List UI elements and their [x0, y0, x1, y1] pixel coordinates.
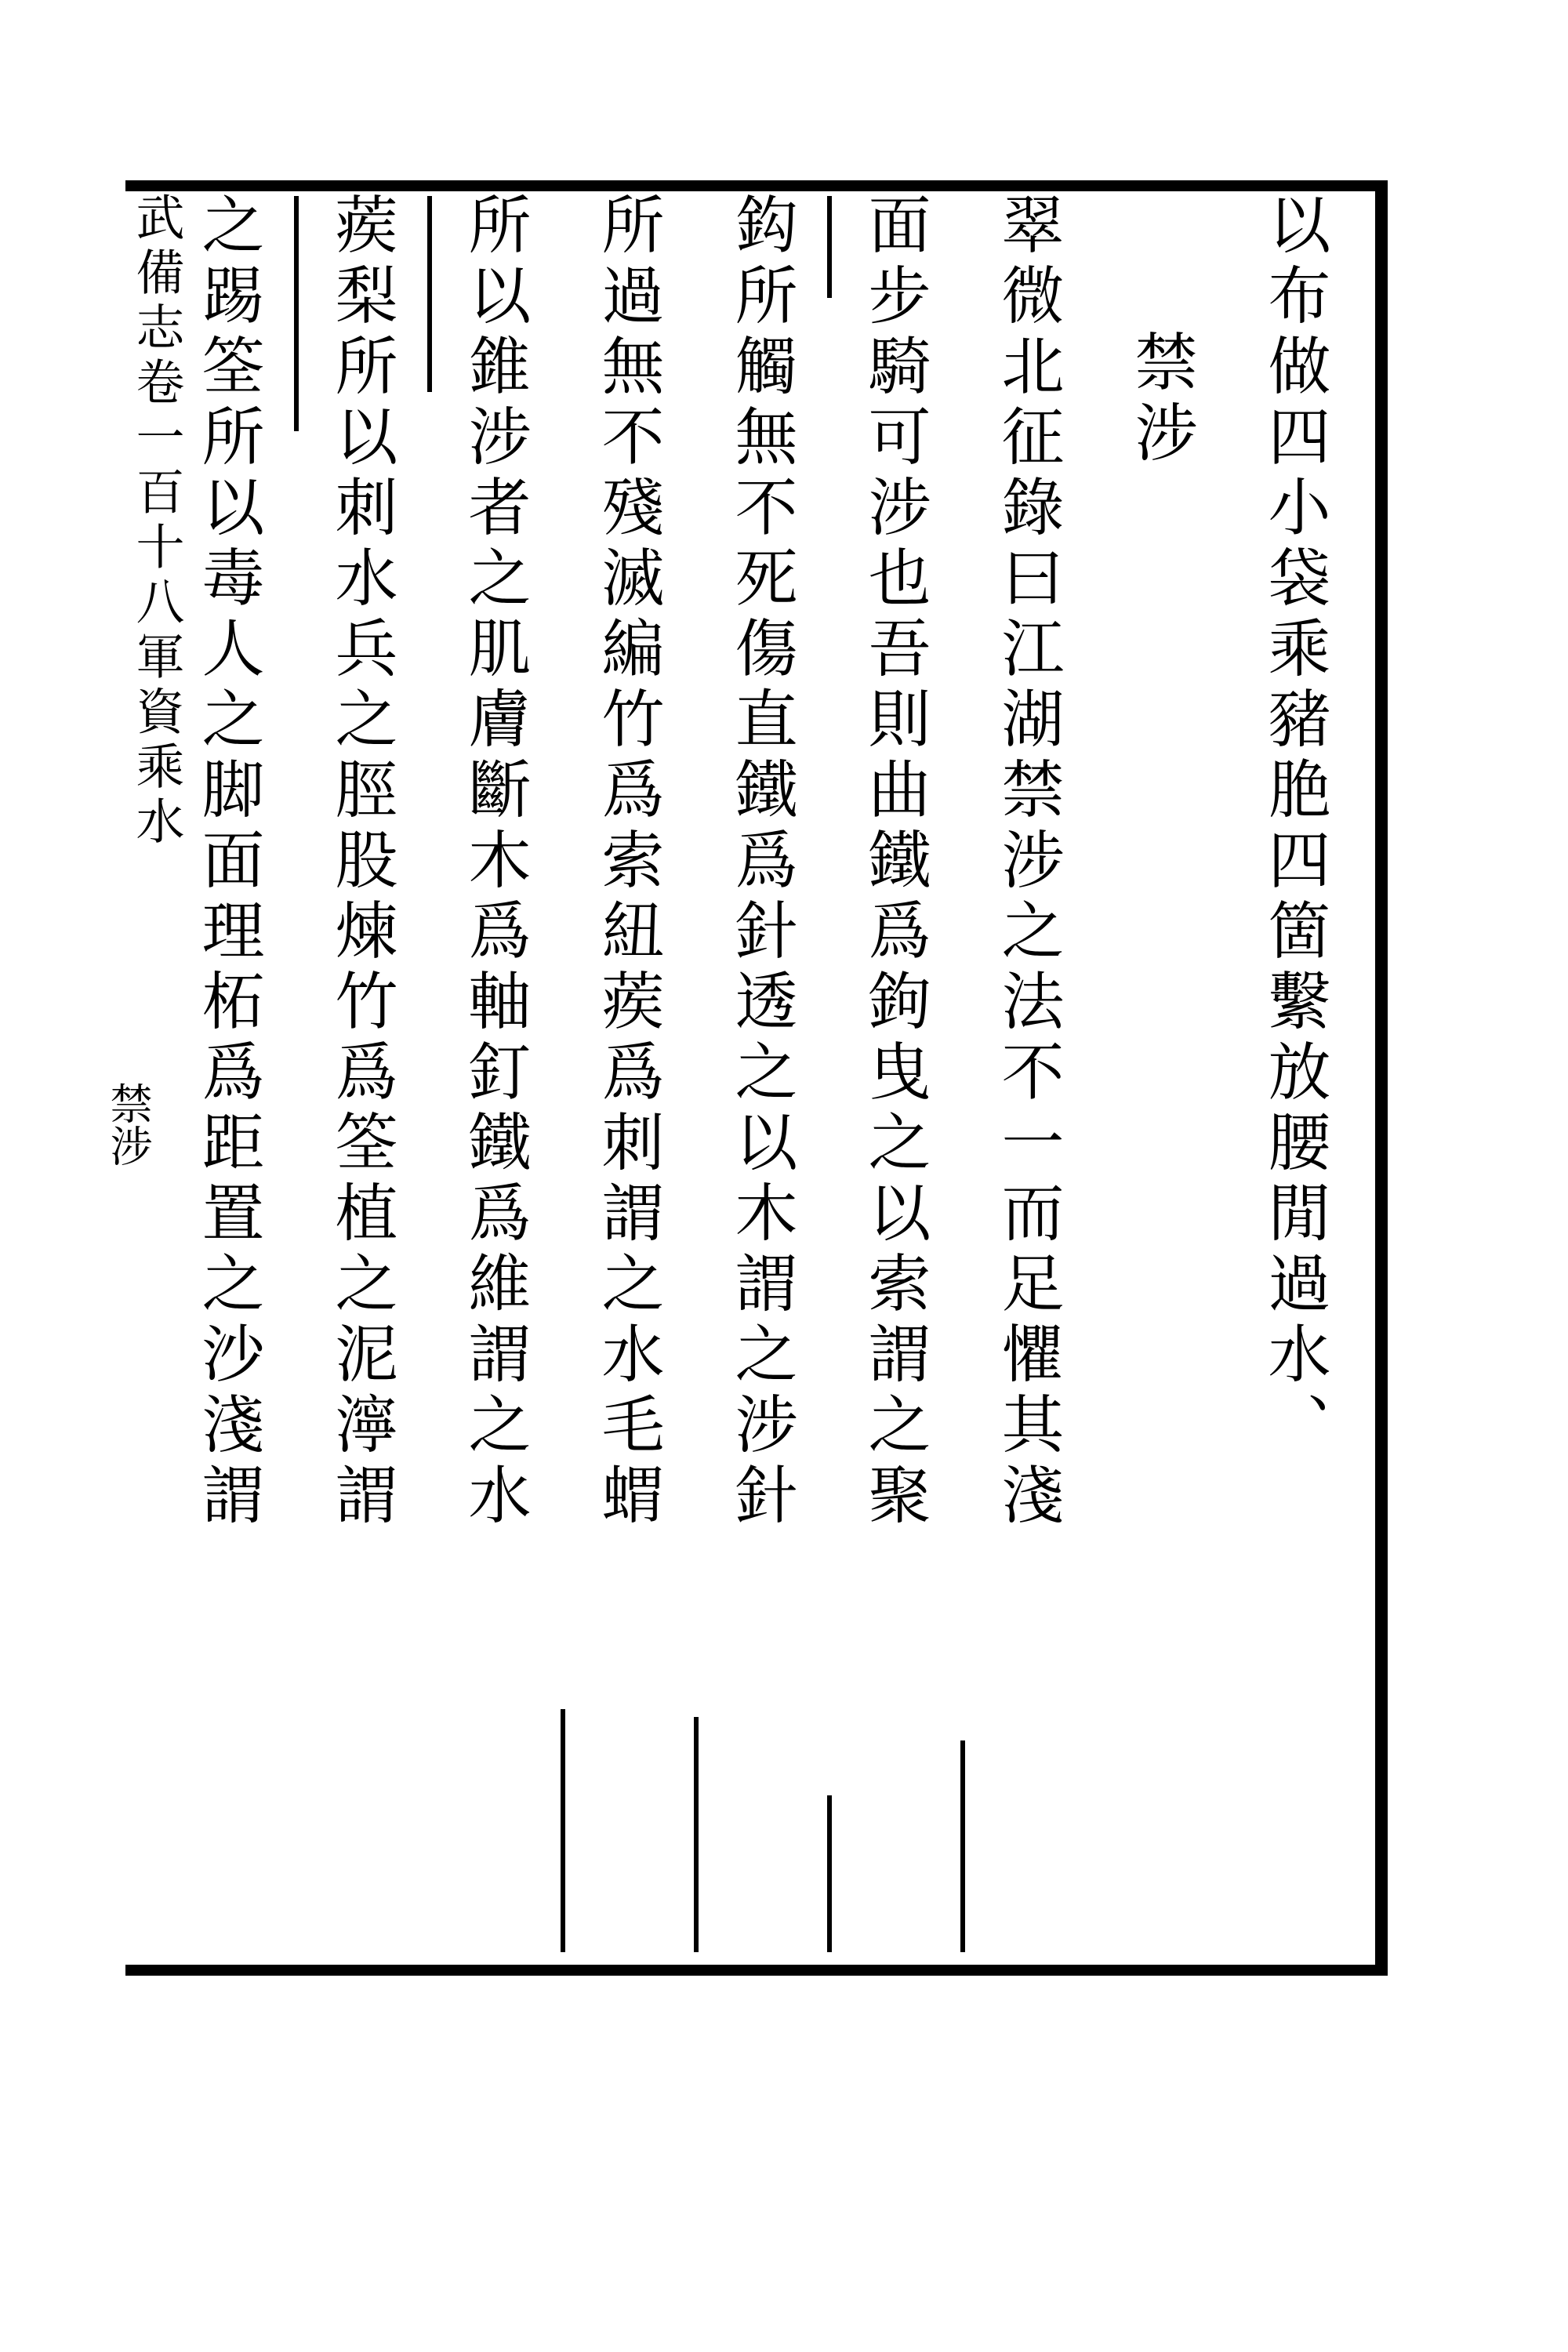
text-column-5: 鈎所觸無不死傷直鐵爲針透之以木謂之涉針: [724, 192, 797, 1533]
text-column-9: 之踢筌所以毒人之脚面理柘爲距置之沙淺謂: [191, 192, 264, 1533]
text-column-6: 所過無不殘滅編竹爲索紐蒺爲刺謂之水毛蝟: [591, 192, 664, 1533]
text-column-3: 翠微北征錄曰江湖禁涉之法不一而足懼其淺: [991, 192, 1064, 1533]
text-column-7: 所以錐涉者之肌膚斷木爲軸釘鐵爲維謂之水: [458, 192, 531, 1533]
proper-noun-rule: [427, 196, 432, 392]
proper-noun-rule: [294, 196, 299, 431]
text-column-4: 面步騎可涉也吾則曲鐵爲鉤曳之以索謂之聚: [858, 192, 931, 1533]
proper-noun-rule: [827, 196, 832, 298]
proper-noun-rule: [694, 1717, 699, 1952]
proper-noun-rule: [827, 1795, 832, 1952]
margin-title: 武備志卷一百十八軍資乘水: [128, 192, 185, 851]
proper-noun-rule: [960, 1740, 965, 1952]
margin-section-label: 禁涉: [103, 1082, 153, 1167]
proper-noun-rule: [561, 1709, 565, 1952]
section-heading: 禁涉: [1124, 329, 1197, 470]
text-column-8: 蒺梨所以刺水兵之脛股煉竹爲筌植之泥濘謂: [325, 192, 397, 1533]
text-column-1: 以布做四小袋乘豬脃四箇繫放腰閒過水、: [1258, 192, 1330, 1462]
